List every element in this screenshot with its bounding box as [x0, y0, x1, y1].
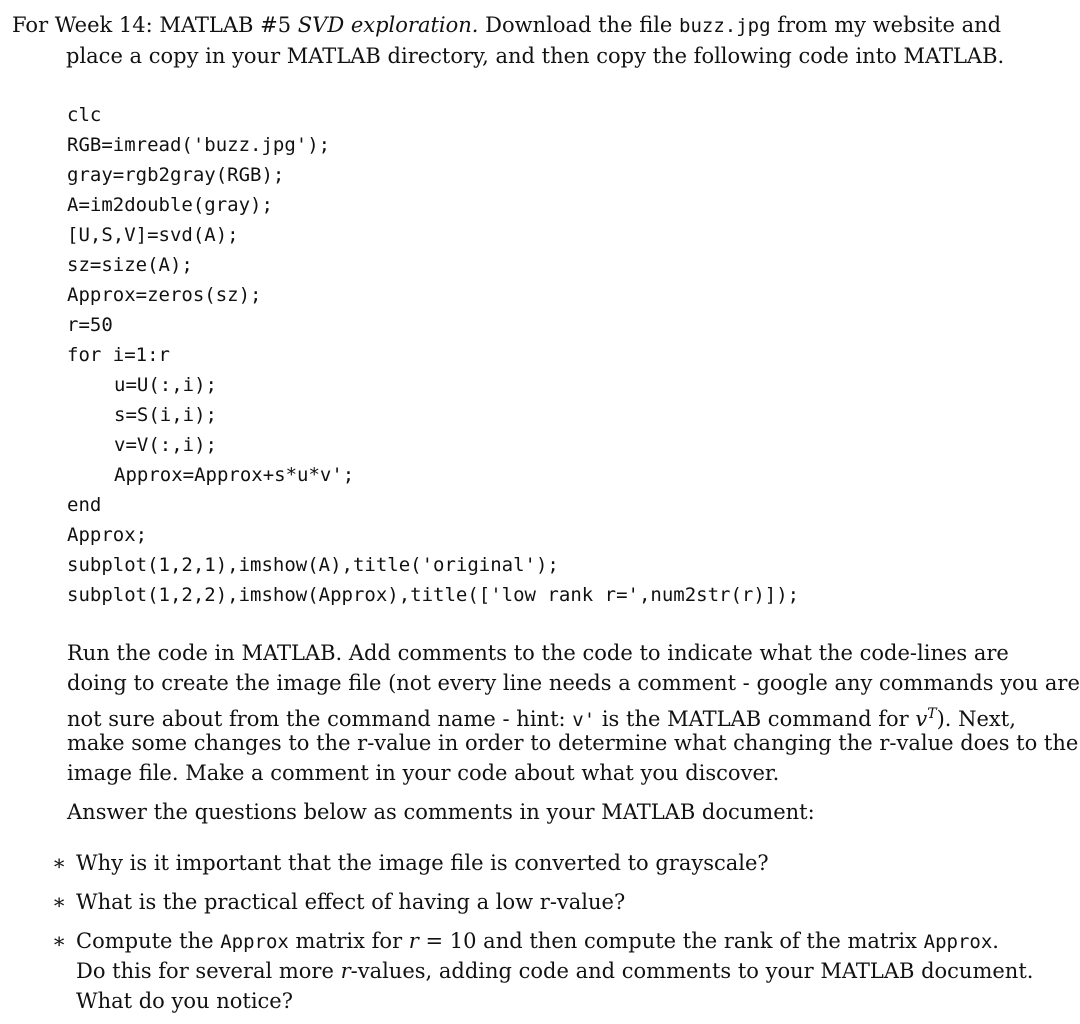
code-line: v=V(:,i); [114, 434, 217, 456]
q3-approx-code: Approx [923, 931, 993, 953]
question-text [76, 926, 999, 956]
bullet-star-icon: ∗ [52, 929, 67, 953]
code-line: Approx=Approx+s*u*v'; [114, 464, 355, 486]
instructions-line: image file. Make a comment in your code about what you discover. [67, 761, 780, 785]
answer-intro-text: Answer the questions below as comments in your MATLAB document: [67, 800, 815, 824]
code-line: end [67, 494, 102, 516]
code-line: gray=rgb2gray(RGB); [67, 164, 285, 186]
question-item [52, 848, 972, 878]
answer-intro [67, 797, 967, 827]
intro-line-1 [12, 10, 1002, 41]
question-text: Why is it important that the image file is converted to grayscale? [76, 851, 769, 875]
code-line: for i=1:r [67, 344, 170, 366]
hint-math-superscript: T [927, 706, 937, 722]
hint-code: v' [572, 709, 596, 731]
code-line: clc [67, 104, 102, 126]
q3-approx-code: Approx [220, 931, 289, 953]
question-text [76, 956, 1034, 986]
q3-part: . [992, 929, 999, 953]
intro-filename: buzz.jpg [679, 15, 771, 37]
code-line: s=S(i,i); [114, 404, 217, 426]
q3-part: matrix for [288, 929, 409, 953]
code-line: subplot(1,2,2),imshow(Approx),title(['low rank r=',num2str(r)]); [67, 584, 800, 606]
intro-mid: Download the file [478, 13, 680, 37]
question-text: What is the practical effect of having a low r-value? [76, 890, 626, 914]
intro-italic-title: SVD exploration. [297, 13, 479, 37]
q3-part: Do this for several more [76, 959, 341, 983]
instructions-line: make some changes to the r-value in order to determine what changing the r-value does to the [67, 731, 1079, 755]
q3-math-r: r [340, 959, 351, 983]
intro-prefix: For Week 14: MATLAB #5 [12, 13, 298, 37]
instructions-paragraph [67, 638, 1080, 788]
code-line: A=im2double(gray); [67, 194, 273, 216]
q3-part: -values, adding code and comments to your MATLAB document. [350, 959, 1034, 983]
hint-suffix: ). Next, [936, 707, 1016, 731]
code-line: Approx=zeros(sz); [67, 284, 262, 306]
question-text: What do you notice? [76, 989, 293, 1013]
bullet-star-icon: ∗ [52, 851, 67, 875]
code-line: u=U(:,i); [114, 374, 217, 396]
question-list [52, 848, 1034, 1016]
code-line: Approx; [67, 524, 148, 546]
code-line: subplot(1,2,1),imshow(A),title('original'); [67, 554, 559, 576]
intro-line-2: place a copy in your MATLAB directory, and then copy the following code into MATLAB. [66, 44, 1005, 68]
intro-suffix: from my website and [770, 13, 1002, 37]
q3-part: = 10 and then compute the rank of the matrix [418, 929, 924, 953]
hint-math-v: v [915, 707, 928, 731]
code-line: [U,S,V]=svd(A); [67, 224, 239, 246]
instructions-line: Run the code in MATLAB. Add comments to the code to indicate what the code-lines are [67, 641, 1009, 665]
instructions-line-hint [67, 698, 1016, 731]
intro-paragraph [12, 10, 1005, 71]
hint-prefix: not sure about from the command name - hint: [67, 707, 573, 731]
question-item [52, 926, 1034, 1016]
code-block [67, 100, 967, 610]
q3-part: Compute the [76, 929, 221, 953]
code-line: sz=size(A); [67, 254, 193, 276]
question-item [52, 887, 972, 917]
bullet-star-icon: ∗ [52, 890, 67, 914]
q3-math-r: r [408, 929, 419, 953]
code-line: r=50 [67, 314, 113, 336]
instructions-line: doing to create the image file (not every line needs a comment - google any commands you are [67, 671, 1080, 695]
code-line: RGB=imread('buzz.jpg'); [67, 134, 331, 156]
hint-mid: is the MATLAB command for [595, 707, 916, 731]
